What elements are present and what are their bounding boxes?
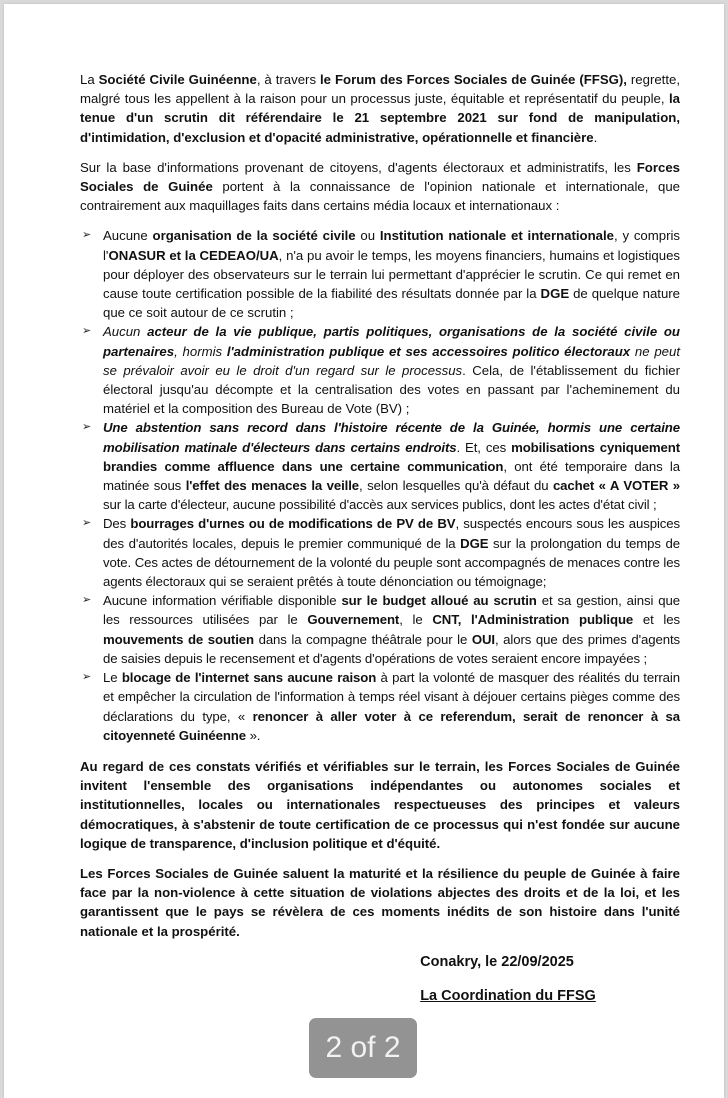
- signature-block: [367, 952, 627, 1006]
- bold-text: Société Civile Guinéenne: [98, 72, 257, 87]
- text: sur la carte d'électeur, aucune possibilité d'accès aux services publics, dont les actes d'état civil ;: [103, 497, 657, 513]
- bold-text: ONASUR et la CEDEAO/UA: [108, 247, 279, 263]
- text: , à travers: [256, 72, 320, 87]
- page-indicator: 2 of 2: [309, 1018, 417, 1078]
- bold-text: sur le budget alloué au scrutin: [341, 593, 537, 609]
- bold-text: la tenue d'un scrutin dit référendaire le 21 septembre 2021 sur fond de manipulation, d'intimidation, d'exclusion et d'opacité administrative, opérationnelle et financière: [80, 91, 680, 145]
- text: , y compris l': [103, 228, 680, 263]
- italic-text: Aucun: [103, 324, 148, 340]
- bold-text: OUI: [471, 631, 495, 647]
- text: ou: [355, 228, 380, 244]
- arrow-bullet-icon: ➢: [82, 671, 92, 684]
- list-item: [80, 226, 680, 322]
- arrow-bullet-icon: ➢: [82, 517, 92, 530]
- text: .: [593, 129, 598, 145]
- bold-text: bourrages d'urnes ou de modifications de PV de BV: [130, 516, 456, 532]
- arrow-bullet-icon: ➢: [82, 594, 92, 607]
- text: , selon lesquelles qu'à défaut du: [359, 478, 553, 494]
- signature: La Coordination du FFSG: [420, 987, 596, 1004]
- list-item: [80, 514, 680, 591]
- bold-italic-text: acteur de la vie publique, partis politiques, organisations de la société civile ou partenaires: [103, 324, 680, 359]
- conclusion-paragraph: [80, 757, 680, 853]
- bold-italic-text: l'administration publique et ses accessoires politico électoraux: [226, 343, 631, 359]
- italic-text: ne peut se prévaloir avoir eu le droit d'un regard sur le processus: [103, 343, 681, 378]
- text: et les: [633, 612, 680, 628]
- list-item: [80, 668, 680, 745]
- text: , n'a pu avoir le temps, les moyens financiers, humains et logistiques pour déployer des observateurs sur le terrain lui permettant d'apprécier le scrutin. Ce qui remet en cause toute certification possible de la fiabilité des résultats donnée par la: [103, 247, 680, 302]
- text: l'ensemble des organisations indépendantes ou autonomes sociales et institutionnelles, locales ou internationales respectueuses des principes et valeurs démocratiques, à s'abstenir de toute certification de ce processus qui n'est fondée sur aucune logique de transparence, d'inclusion politique et d'équité.: [80, 778, 680, 851]
- bold-text: blocage de l'internet sans aucune raison: [121, 670, 377, 686]
- page-indicator-row: [309, 1018, 724, 1078]
- text: Au regard de ces constats vérifiés et vérifiables sur le terrain, les Forces Sociales de Guinée invitent: [80, 758, 680, 794]
- text: , ont été temporaire dans la matinée sous: [103, 458, 680, 494]
- bold-text: renoncer à aller voter à ce referendum, serait de renoncer à sa citoyenneté Guinéenne: [103, 708, 680, 743]
- text: . Et, ces: [456, 439, 512, 455]
- text: et sa gestion, ainsi que les ressources utilisées par le: [103, 593, 681, 628]
- bold-text: Gouvernement: [307, 612, 400, 628]
- text: portent à la connaissance de l'opinion nationale et internationale, que contrairement aux maquillages faits dans certains média locaux et internationaux :: [80, 179, 681, 214]
- text: Des: [103, 516, 131, 532]
- text: sur la prolongation du temps de vote. Ces actes de détournement de la volonté du peuple sont accompagnés de menaces contre les agents électoraux qui se seraient prêtés à toute dénonciation ou témoignage;: [103, 535, 680, 590]
- context-paragraph: [80, 158, 680, 216]
- list-item: [80, 591, 680, 668]
- intro-paragraph: [80, 70, 680, 147]
- place-date: Conakry, le 22/09/2025: [420, 953, 574, 970]
- bold-text: organisation de la société civile: [152, 228, 356, 244]
- text: de quelque nature que ce soit autour de ce scrutin ;: [103, 286, 681, 321]
- arrow-bullet-icon: ➢: [82, 229, 92, 242]
- bold-text: l'effet des menaces la veille: [185, 478, 360, 494]
- text: dans la compagne théâtrale pour le: [253, 631, 472, 647]
- bold-text: Institution nationale et internationale: [379, 228, 614, 244]
- bold-text: DGE: [540, 286, 570, 302]
- closing-paragraph: Les Forces Sociales de Guinée saluent la maturité et la résilience du peuple de Guinée à faire face par la non-violence à cette situation de violations abjectes des droits et de la loi, et les garantissent que le pays se révèlera de ces moments inédits de son histoire dans l'unité nationale et la prospérité.: [80, 865, 680, 939]
- findings-list: [80, 226, 680, 744]
- bold-text: le Forum des Forces Sociales de Guinée (FFSG),: [320, 72, 627, 87]
- list-item: [80, 418, 680, 514]
- arrow-bullet-icon: ➢: [82, 421, 92, 434]
- bold-text: CNT, l'Administration publique: [432, 612, 634, 628]
- text: regrette, malgré tous les appellent à la raison pour un processus juste, équitable et représentatif du peuple,: [80, 72, 681, 107]
- text: Aucune information vérifiable disponible: [103, 593, 342, 609]
- bold-text: DGE: [460, 535, 489, 551]
- text: Le: [103, 670, 122, 686]
- bold-italic-text: Une abstention sans record dans l'histoire récente de la Guinée, hormis une certaine mobilisation matinale d'électeurs dans certains endroits: [103, 420, 680, 455]
- text: La: [80, 72, 99, 87]
- document-page: [4, 4, 724, 1098]
- text: , le: [399, 612, 433, 628]
- bold-text: Forces Sociales de Guinée: [80, 159, 680, 195]
- bold-text: mouvements de soutien: [103, 631, 254, 647]
- bold-text: mobilisations cyniquement brandies comme affluence dans une certaine communication: [103, 439, 680, 474]
- text: ».: [246, 727, 261, 743]
- document-body: [80, 70, 680, 941]
- text: Aucune: [103, 228, 153, 244]
- text: , suspectés encours sous les auspices des d'autorités locales, depuis le premier communiqué de la: [103, 516, 681, 551]
- arrow-bullet-icon: ➢: [82, 325, 92, 338]
- text: , alors que des primes d'agents de saisies depuis le recensement et d'agents d'opérations de votes seraient encore impayées ;: [103, 631, 681, 666]
- text: Sur la base d'informations provenant de citoyens, d'agents électoraux et administratifs, les: [80, 159, 637, 175]
- list-item: [80, 322, 680, 418]
- text: . Cela, de l'établissement du fichier électoral jusqu'au décompte et la centralisation des votes en passant par l'acheminement du matériel et la composition des Bureau de Vote (BV) ;: [103, 362, 680, 417]
- italic-text: , hormis: [174, 343, 227, 359]
- bold-text: cachet « A VOTER »: [552, 478, 680, 494]
- text: à part la volonté de masquer des réalités du terrain et empêcher la circulation de l'information à temps réel visant à déjouer certains pièges comme des déclarations du type, «: [103, 670, 680, 724]
